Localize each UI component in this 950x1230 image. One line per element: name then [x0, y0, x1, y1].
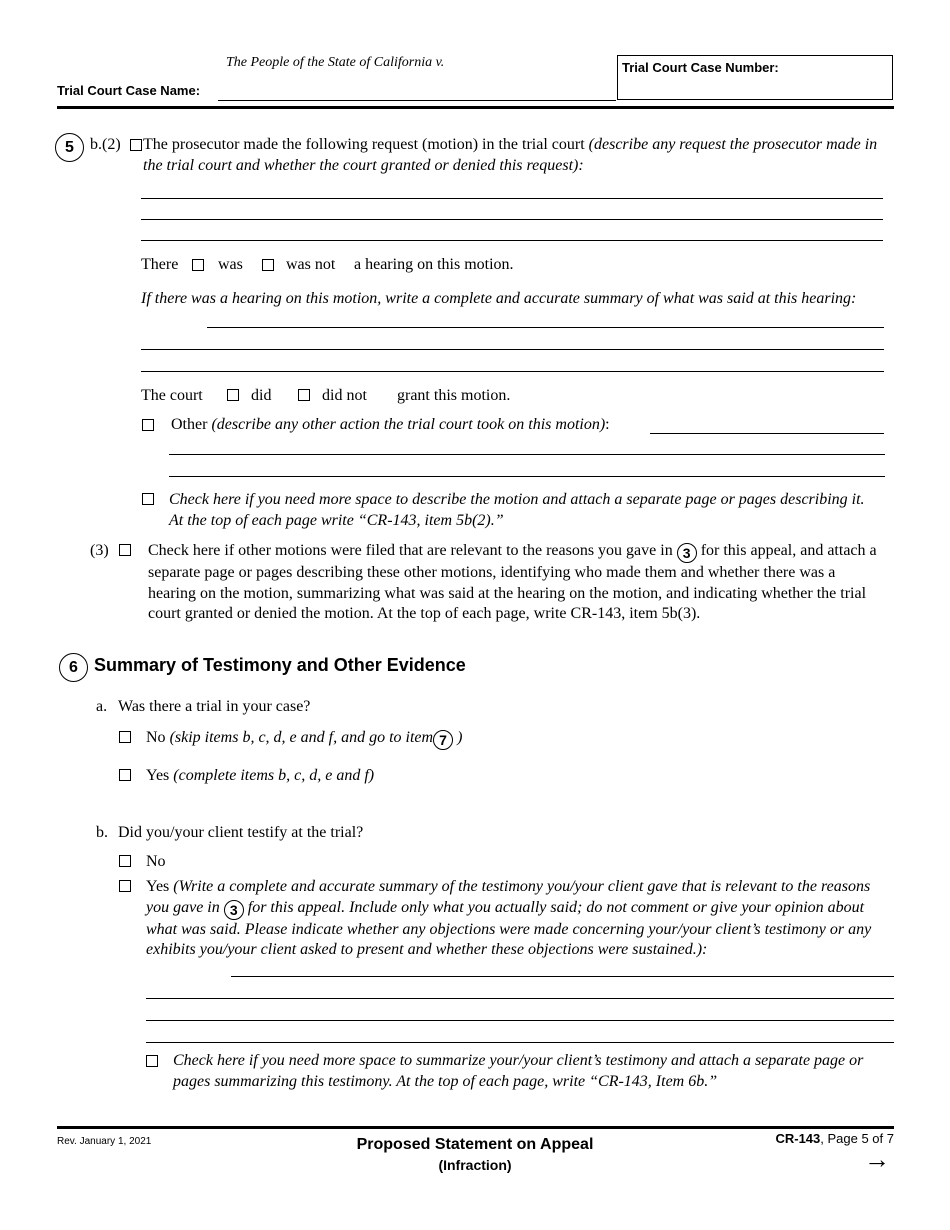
b2-text [143, 135, 883, 176]
other-instructions: (describe any other action the trial court took on this motion) [211, 416, 606, 433]
section-6-title: Summary of Testimony and Other Evidence [94, 655, 466, 675]
did-text: did [251, 387, 272, 404]
b2-answer-line-3[interactable] [141, 240, 883, 241]
hearing-summary-line-2[interactable] [141, 349, 884, 350]
people-text: The People of the State of California v. [226, 55, 445, 70]
b-yes-text [146, 877, 886, 961]
a-no-label: No [146, 729, 166, 746]
b3-checkbox[interactable] [119, 544, 131, 556]
b3-text-part2: for this appeal, and attach a separate page or pages describing these other motions, identifying who made them and whether there was a hearing on the motion, summarizing what was said at the hearing on the motion, and indicating whether the trial court granted or denied the motion. At the top of each page, write CR-143, item 5b(3). [148, 542, 877, 622]
form-title: Proposed Statement on Appeal [356, 1136, 594, 1153]
case-name-field[interactable] [218, 100, 616, 101]
next-page-arrow-icon: → [864, 1144, 890, 1174]
did-checkbox[interactable] [227, 389, 239, 401]
b2-instructions: (describe any request the prosecutor made in the trial court and whether the court granted or denied this request): [143, 136, 878, 174]
case-number-label: Trial Court Case Number: [622, 60, 779, 75]
b-yes-instructions-1: (Write a complete and accurate summary of the testimony you/your client gave that is relevant to the reasons you gave in [146, 878, 871, 916]
was-not-text: was not [286, 256, 336, 273]
b2-statement: The prosecutor made the following request (motion) in the trial court [143, 136, 585, 153]
header-rule [57, 106, 894, 109]
footer-rule [57, 1126, 894, 1129]
item-3-reference: 3 [677, 543, 697, 563]
other-answer-line-2[interactable] [169, 454, 885, 455]
was-text: was [218, 256, 243, 273]
item-a-question: Was there a trial in your case? [118, 698, 311, 715]
b2-more-space-text: Check here if you need more space to describe the motion and attach a separate page or pages describing it. At the top of each page write “CR-143, item 5b(2).” [169, 491, 865, 529]
section-6-number: 6 [59, 653, 88, 682]
did-not-checkbox[interactable] [298, 389, 310, 401]
b-more-space-text: Check here if you need more space to summarize your/your client’s testimony and attach a separate page or pages summarizing this testimony. At the top of each page, write “CR-143, Item 6b.” [173, 1052, 864, 1090]
section-5-number: 5 [55, 133, 84, 162]
the-court-text: The court [141, 387, 203, 404]
a-no-checkbox[interactable] [119, 731, 131, 743]
other-label: Other [171, 416, 208, 433]
b2-answer-line-2[interactable] [141, 219, 883, 220]
item-b3-label: (3) [90, 542, 109, 559]
a-yes-checkbox[interactable] [119, 769, 131, 781]
a-no-text [146, 728, 462, 750]
item-3-reference: 3 [224, 900, 244, 920]
hearing-summary-instructions: If there was a hearing on this motion, write a complete and accurate summary of what was said at this hearing: [141, 290, 857, 307]
a-yes-instructions: (complete items b, c, d, e and f) [173, 767, 375, 784]
b3-text [148, 541, 884, 625]
other-text [171, 415, 610, 435]
testimony-line-4[interactable] [146, 1042, 894, 1043]
item-7-reference: 7 [433, 730, 453, 750]
other-checkbox[interactable] [142, 419, 154, 431]
was-checkbox[interactable] [192, 259, 204, 271]
revision-date: Rev. January 1, 2021 [57, 1136, 152, 1147]
hearing-summary-line-3[interactable] [141, 371, 884, 372]
hearing-summary-line-1[interactable] [207, 327, 884, 328]
a-yes-text [146, 766, 374, 786]
b2-more-space-checkbox[interactable] [142, 493, 154, 505]
item-b-label: b. [96, 824, 108, 841]
a-yes-label: Yes [146, 767, 170, 784]
b-no-label: No [146, 853, 166, 870]
item-b-question: Did you/your client testify at the trial? [118, 824, 364, 841]
item-b2-label: b.(2) [90, 136, 121, 153]
case-number-box[interactable] [617, 55, 893, 100]
testimony-line-2[interactable] [146, 998, 894, 999]
form-code: CR-143 [775, 1131, 821, 1146]
hearing-on-motion-text: a hearing on this motion. [354, 256, 514, 273]
form-subtitle: (Infraction) [438, 1157, 512, 1173]
b2-checkbox[interactable] [130, 139, 142, 151]
item-a-label: a. [96, 698, 108, 715]
b2-answer-line-1[interactable] [141, 198, 883, 199]
other-answer-line-1[interactable] [650, 433, 884, 434]
case-name-label: Trial Court Case Name: [57, 83, 201, 98]
page-number: , Page 5 of 7 [820, 1131, 894, 1146]
testimony-line-1[interactable] [231, 976, 894, 977]
b-no-checkbox[interactable] [119, 855, 131, 867]
other-answer-line-3[interactable] [169, 476, 885, 477]
b3-text-part1: Check here if other motions were filed that are relevant to the reasons you gave in [148, 542, 673, 559]
page-info [674, 1131, 894, 1146]
a-no-close: ) [457, 729, 463, 746]
a-no-instructions: (skip items b, c, d, e and f, and go to item [169, 729, 434, 746]
b-yes-label: Yes [146, 878, 170, 895]
grant-motion-text: grant this motion. [397, 387, 511, 404]
other-colon: : [605, 416, 610, 433]
there-text: There [141, 256, 179, 273]
did-not-text: did not [322, 387, 367, 404]
b-yes-checkbox[interactable] [119, 880, 131, 892]
b-more-space-checkbox[interactable] [146, 1055, 158, 1067]
b-yes-instructions-2: for this appeal. Include only what you actually said; do not comment or give your opinion about what was said. Please indicate whether any objections were made concerning your/your client’s testimony or any exhibits you/your client asked to present and whether these objections were sustained.): [146, 898, 872, 958]
testimony-line-3[interactable] [146, 1020, 894, 1021]
was-not-checkbox[interactable] [262, 259, 274, 271]
